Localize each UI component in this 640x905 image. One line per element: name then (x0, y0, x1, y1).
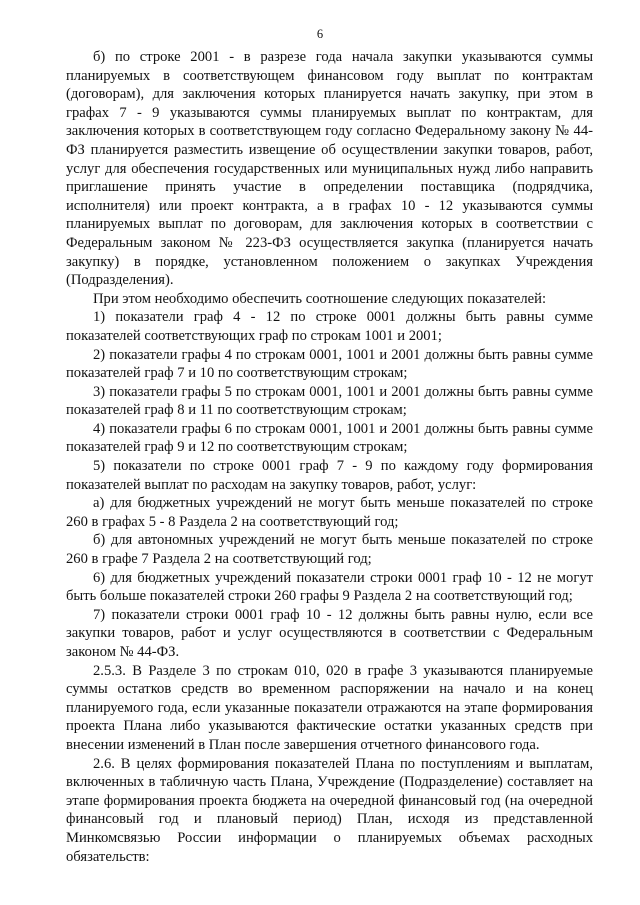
paragraph-item-5a: а) для бюджетных учреждений не могут быть меньше показателей по строке 260 в графах 5 - 8 Раздела 2 на соответствующий год; (66, 495, 593, 530)
paragraph-line-2001: б) по строке 2001 - в разрезе года начала закупки указываются суммы планируемых в соответствующем финансовом году выплат по контрактам (договорам), для заключения которых планируется начать закупку, при этом в графах 7 - 9 указываются суммы планируемых выплат по контрактам, для заключения которых в соответствующем году согласно Федеральному закону № 44-ФЗ планируется разместить извещение об осуществлении закупки товаров, работ, услуг для обеспечения государственных или муниципальных нужд либо направить приглашение принять участие в определении поставщика (подрядчика, исполнителя) или проект контракта, а в графах 10 - 12 указываются суммы планируемых выплат по договорам, для заключения которых в соответствии с Федеральным законом № 223-ФЗ осуществляется закупка (планируется начать закупку) в порядке, установленном положением о закупках Учреждения (Подразделения). (66, 49, 593, 289)
paragraph-section-2-5-3: 2.5.3. В Разделе 3 по строкам 010, 020 в графе 3 указываются планируемые суммы остатков средств во временном распоряжении на начало и на конец планируемого года, если указанные показатели отражаются на этапе формирования проекта Плана либо указываются фактические остатки указанных средств при внесении изменений в План после завершения отчетного финансового года. (66, 662, 593, 753)
paragraph-item-3: 3) показатели графы 5 по строкам 0001, 1001 и 2001 должны быть равны сумме показателей граф 8 и 11 по соответствующим строкам; (66, 383, 593, 419)
page-number: 6 (316, 27, 324, 41)
paragraph-item-6: 6) для бюджетных учреждений показатели строки 0001 граф 10 - 12 не могут быть больше показателей строки 260 графы 9 Раздела 2 на соответствующий год; (66, 569, 593, 605)
paragraph-item-5: 5) показатели по строке 0001 граф 7 - 9 по каждому году формирования показателей выплат по расходам на закупку товаров, работ, услуг: (66, 458, 593, 493)
paragraph-ratio-intro: При этом необходимо обеспечить соотношение следующих показателей: (93, 290, 547, 307)
document-body (66, 48, 593, 866)
paragraph-item-2: 2) показатели графы 4 по строкам 0001, 1001 и 2001 должны быть равны сумме показателей граф 7 и 10 по соответствующим строкам; (66, 346, 593, 382)
paragraph-item-7: 7) показатели строки 0001 граф 10 - 12 должны быть равны нулю, если все закупки товаров, работ и услуг осуществляются в соответствии с Федеральным законом № 44-ФЗ. (66, 606, 593, 660)
paragraph-item-5b: б) для автономных учреждений не могут быть меньше показателей по строке 260 в графе 7 Раздела 2 на соответствующий год; (66, 532, 593, 568)
paragraph-item-4: 4) показатели графы 6 по строкам 0001, 1001 и 2001 должны быть равны сумме показателей граф 9 и 12 по соответствующим строкам; (66, 420, 593, 456)
paragraph-section-2-6: 2.6. В целях формирования показателей Плана по поступлениям и выплатам, включенных в табличную часть Плана, Учреждение (Подразделение) составляет на этапе формирования проекта бюджета на очередной финансовый год (на очередной финансовый год и плановый период) План, исходя из представленной Минкомсвязью России информации о планируемых объемах расходных обязательств: (66, 755, 593, 865)
paragraph-item-1: 1) показатели граф 4 - 12 по строке 0001 должны быть равны сумме показателей соответствующих граф по строкам 1001 и 2001; (66, 309, 593, 344)
